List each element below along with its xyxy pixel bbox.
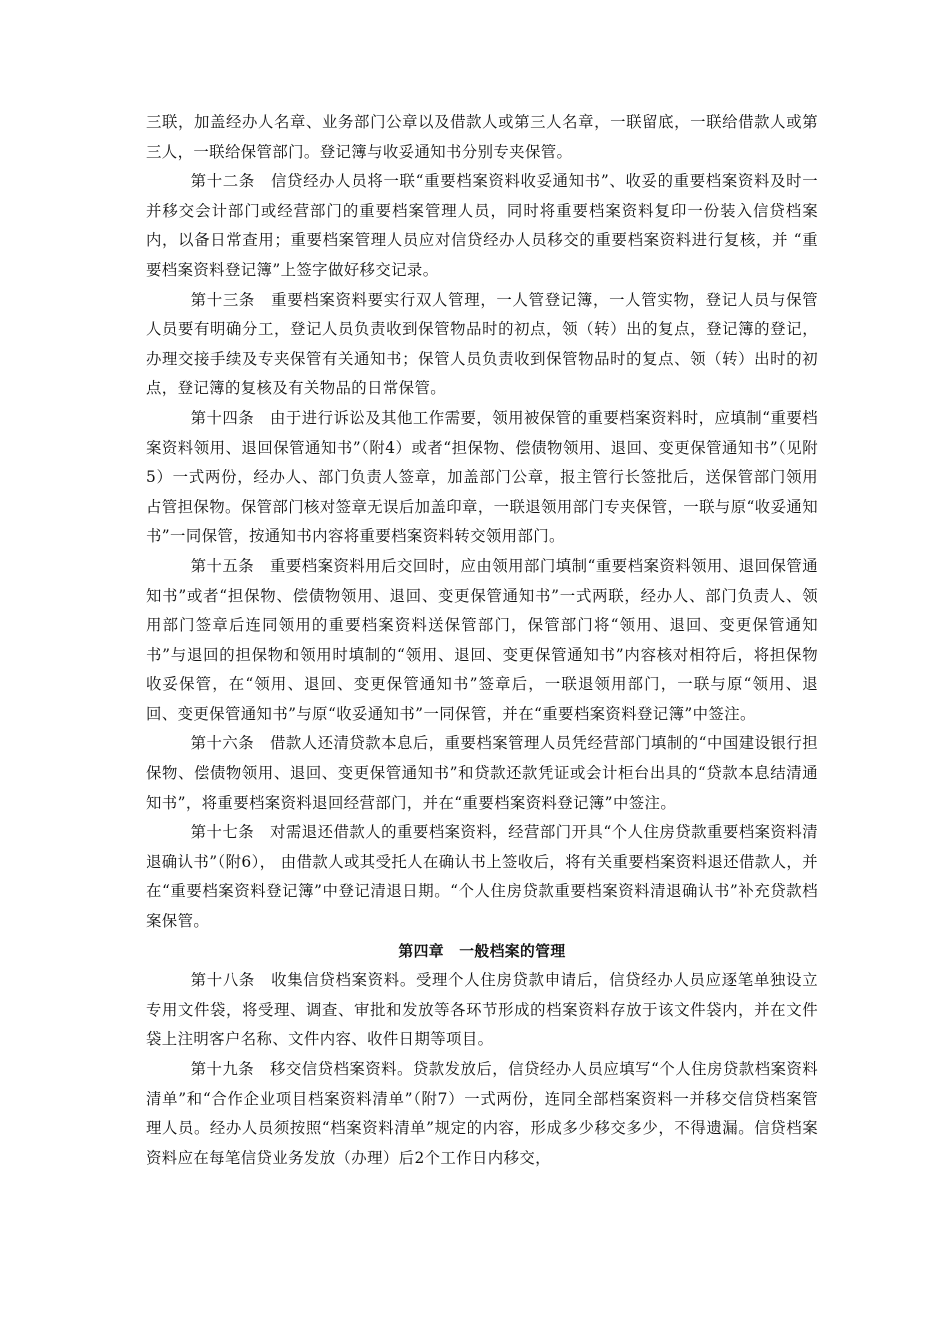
article-17: 第十七条 对需退还借款人的重要档案资料，经营部门开具“个人住房贷款重要档案资料清退确认书”（附6）， 由借款人或其受托人在确认书上签收后，将有关重要档案资料退还借款人，并在“重要档案资料登记簿”中登记清退日期。“个人住房贷款重要档案资料清退确认书”补充贷款档案保管。 bbox=[146, 823, 818, 931]
article-12: 第十二条 信贷经办人员将一联“重要档案资料收妥通知书”、收妥的重要档案资料及时一并移交会计部门或经营部门的重要档案管理人员，同时将重要档案资料复印一份装入信贷档案内，以备日常查用；重要档案管理人员应对信贷经办人员移交的重要档案资料进行复核，并 “重要档案资料登记簿”上签字做好移交记录。 bbox=[146, 172, 818, 279]
article-13: 第十三条 重要档案资料要实行双人管理，一人管登记簿，一人管实物，登记人员与保管人员要有明确分工，登记人员负责收到保管物品时的初点，领（转）出的复点，登记簿的登记，办理交接手续及专夹保管有关通知书；保管人员负责收到保管物品时的复点、领（转）出时的初点，登记簿的复核及有关物品的日常保管。 bbox=[146, 290, 818, 398]
article-19: 第十九条 移交信贷档案资料。贷款发放后，信贷经办人员应填写“个人住房贷款档案资料清单”和“合作企业项目档案资料清单”（附7）一式两份，连同全部档案资料一并移交信贷档案管理人员。经办人员须按照“档案资料清单”规定的内容，形成多少移交多少，不得遗漏。信贷档案资料应在每笔信贷业务发放（办理）后2个工作日内移交， bbox=[146, 1060, 818, 1167]
article-15: 第十五条 重要档案资料用后交回时，应由领用部门填制“重要档案资料领用、退回保管通知书”或者“担保物、偿债物领用、退回、变更保管通知书”一式两联，经办人、部门负责人、领用部门签章后连同领用的重要档案资料送保管部门，保管部门将“领用、退回、变更保管通知书”与退回的担保物和领用时填制的“领用、退回、变更保管通知书”内容核对相符后，将担保物收妥保管，在“领用、退回、变更保管通知书”签章后，一联退领用部门，一联与原“领用、退回、变更保管通知书”与原“收妥通知书”一同保管，并在“重要档案资料登记簿”中签注。 bbox=[146, 556, 818, 723]
article-14: 第十四条 由于进行诉讼及其他工作需要，领用被保管的重要档案资料时，应填制“重要档案资料领用、退回保管通知书”（附4）或者“担保物、偿债物领用、退回、变更保管通知书”（见附5）一式两份，经办人、部门负责人签章，加盖部门公章，报主管行长签批后，送保管部门领用占管担保物。保管部门核对签章无误后加盖印章，一联退领用部门专夹保管，一联与原“收妥通知书”一同保管，按通知书内容将重要档案资料转交领用部门。 bbox=[146, 408, 818, 546]
article-18: 第十八条 收集信贷档案资料。受理个人住房贷款申请后，信贷经办人员应逐笔单独设立专用文件袋，将受理、调查、审批和发放等各环节形成的档案资料存放于该文件袋内，并在文件袋上注明客户名称、文件内容、收件日期等项目。 bbox=[146, 971, 818, 1049]
chapter-heading: 第四章 一般档案的管理 bbox=[398, 942, 566, 960]
document-page bbox=[146, 108, 818, 1173]
paragraph-continuation: 三联，加盖经办人名章、业务部门公章以及借款人或第三人名章，一联留底，一联给借款人或第三人，一联给保管部门。登记簿与收妥通知书分别专夹保管。 bbox=[146, 113, 818, 161]
article-16: 第十六条 借款人还清贷款本息后，重要档案管理人员凭经营部门填制的“中国建设银行担保物、偿债物领用、退回、变更保管通知书”和贷款还款凭证或会计柜台出具的“贷款本息结清通知书”，将重要档案资料退回经营部门，并在“重要档案资料登记簿”中签注。 bbox=[146, 734, 818, 812]
